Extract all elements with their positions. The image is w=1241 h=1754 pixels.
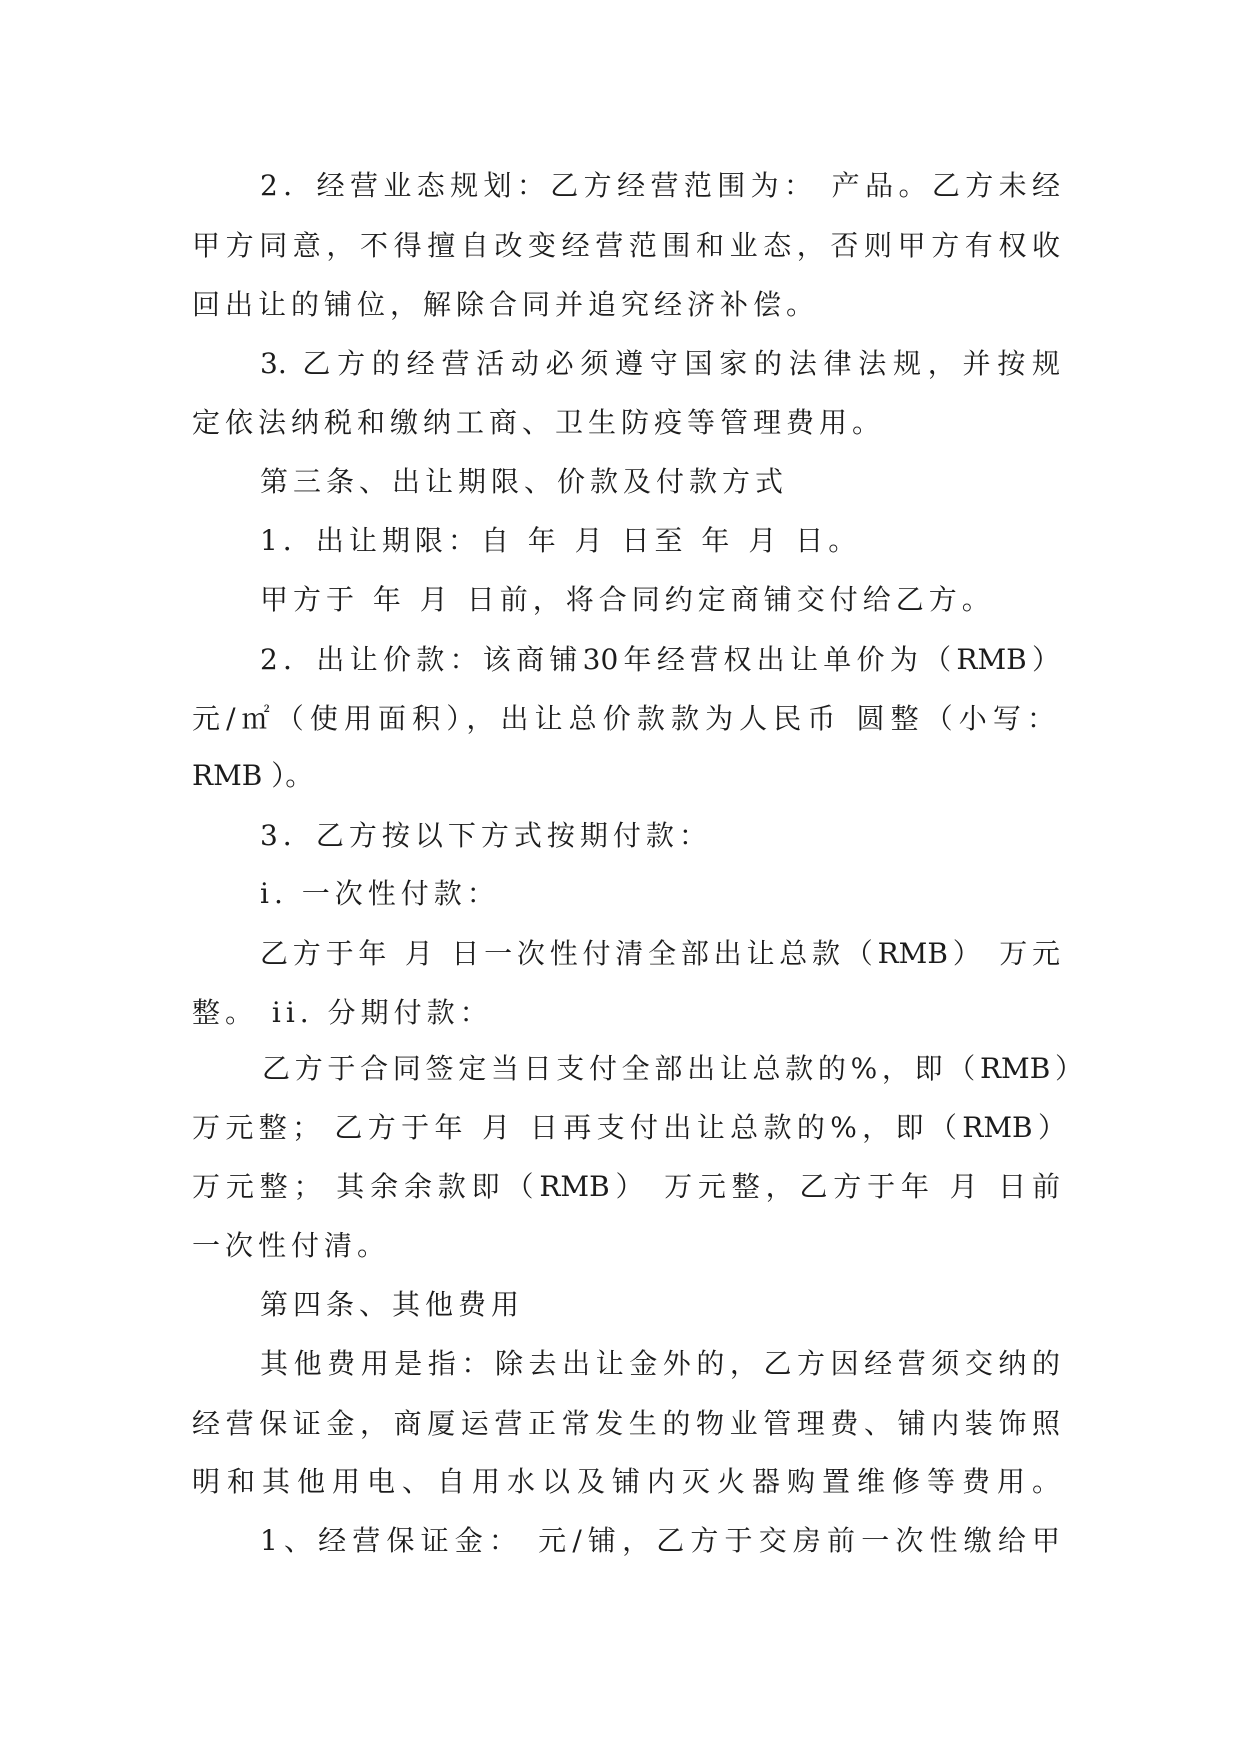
section-heading: 第三条、出让期限、价款及付款方式 [260,465,789,498]
text-line: 3．乙方按以下方式按期付款： [260,819,712,852]
text-line: 回出让的铺位，解除合同并追究经济补偿。 [192,288,820,321]
text-line: 甲方同意，不得擅自改变经营范围和业态，否则甲方有权收 [192,229,1060,262]
text-line: 1、经营保证金： 元/铺，乙方于交房前一次性缴给甲 [260,1524,1060,1557]
text-line: 3. 乙方的经营活动必须遵守国家的法律法规，并按规 [260,347,1060,380]
text-line: 乙方于年 月 日一次性付清全部出让总款（RMB） 万元 [260,937,1060,970]
text-line: 万元整； 乙方于年 月 日再支付出让总款的%，即（RMB） [192,1111,1066,1144]
text-line: 万元整； 其余余款即（RMB） 万元整，乙方于年 月 日前 [192,1170,1060,1203]
text-line: 2．出让价款：该商铺30年经营权出让单价为（RMB） [260,643,1060,676]
text-line: 乙方于合同签定当日支付全部出让总款的%，即（RMB） [262,1052,1083,1085]
text-line: 经营保证金，商厦运营正常发生的物业管理费、铺内装饰照 [192,1407,1060,1440]
text-line: 一次性付清。 [192,1229,391,1262]
text-line: 元/㎡（使用面积），出让总价款款为人民币 圆整（小写： [192,702,1055,735]
text-line: 1．出让期限：自 年 月 日至 年 月 日。 [260,524,862,557]
text-line: 定依法纳税和缴纳工商、卫生防疫等管理费用。 [192,406,886,439]
text-line: 甲方于 年 月 日前，将合同约定商铺交付给乙方。 [260,583,995,616]
text-line: 明和其他用电、自用水以及铺内灭火器购置维修等费用。 [192,1465,1060,1498]
text-line: 其他费用是指：除去出让金外的，乙方因经营须交纳的 [260,1347,1060,1380]
text-line: i. 一次性付款： [260,877,500,910]
text-line: 2．经营业态规划：乙方经营范围为： 产品。乙方未经 [260,169,1060,202]
section-heading: 第四条、其他费用 [260,1288,525,1321]
text-line: 整。 ii. 分期付款： [192,996,493,1029]
text-line: RMB ）。 [192,759,314,792]
